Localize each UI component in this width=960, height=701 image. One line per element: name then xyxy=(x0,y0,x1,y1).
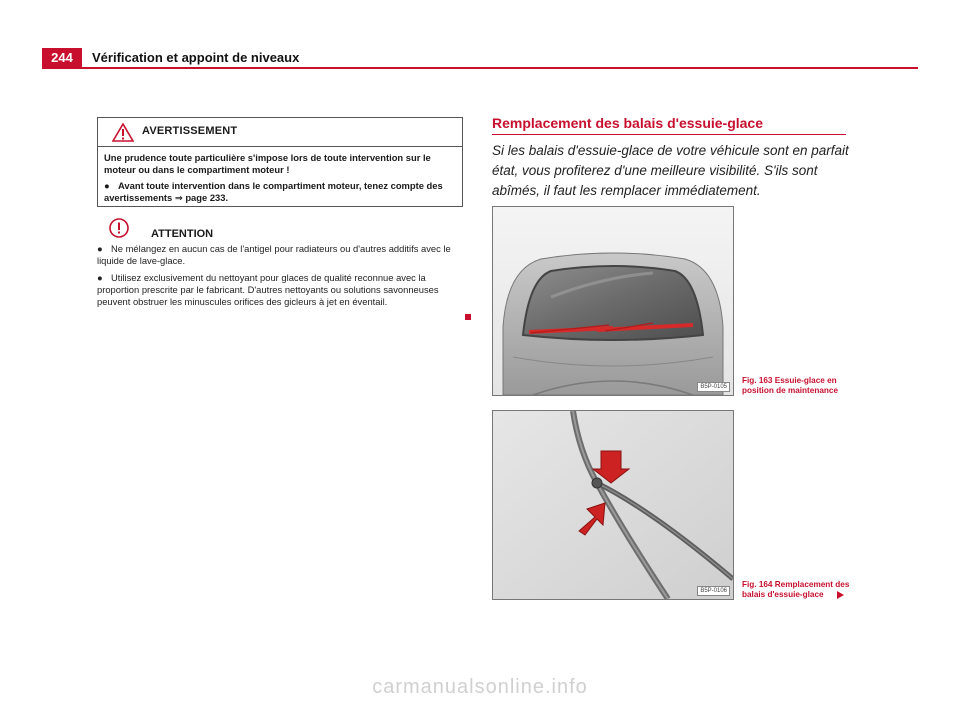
figure-wiper-blade-replacement xyxy=(492,410,734,600)
warning-body xyxy=(104,152,458,208)
warning-box xyxy=(97,117,463,207)
header-rule xyxy=(42,67,918,69)
warning-bullet-text: Avant toute intervention dans le compartiment moteur, tenez compte des avertissements ⇒ page 233. xyxy=(104,180,443,203)
bullet-icon: ● xyxy=(97,272,103,283)
page-header-title: Vérification et appoint de niveaux xyxy=(92,50,300,65)
continue-arrow-icon xyxy=(837,591,844,599)
warning-title: AVERTISSEMENT xyxy=(142,125,238,137)
figure-caption: Fig. 163 Essuie-glace en position de maintenance xyxy=(742,376,838,395)
figure-wiper-maintenance-position xyxy=(492,206,734,396)
wiper-blade-illustration xyxy=(493,411,733,599)
attention-item xyxy=(97,272,463,308)
exclamation-circle-icon xyxy=(109,218,129,238)
watermark: carmanualsonline.info xyxy=(372,676,588,698)
section-end-marker xyxy=(465,314,471,320)
page-number: 244 xyxy=(42,48,82,68)
attention-item-text: Ne mélangez en aucun cas de l'antigel pour radiateurs ou d'autres additifs avec le liquide de lave-glace. xyxy=(97,243,451,266)
attention-item xyxy=(97,243,463,267)
section-intro: Si les balais d'essuie-glace de votre véhicule sont en parfait état, vous profiterez d'une meilleure visibilité. S'ils sont abîmés, il faut les remplacer immédiatement. xyxy=(492,143,849,198)
warning-bullet-item xyxy=(104,180,458,204)
attention-title: ATTENTION xyxy=(151,228,214,240)
bullet-icon: ● xyxy=(104,180,110,191)
attention-item-text: Utilisez exclusivement du nettoyant pour glaces de qualité reconnue avec la proportion prescrite par le fabricant. D'autres nettoyants ou solutions savonneuses peuvent obstruer les minuscules orifices des gicleurs à jet en éventail. xyxy=(97,272,439,307)
warning-header xyxy=(98,118,462,147)
bullet-icon: ● xyxy=(97,243,103,254)
section-rule xyxy=(492,134,846,135)
attention-body xyxy=(97,243,463,313)
figure-caption: Fig. 164 Remplacement des balais d'essuie-glace xyxy=(742,580,850,599)
warning-paragraph: Une prudence toute particulière s'impose lors de toute intervention sur le moteur ou dans le compartiment moteur ! xyxy=(104,152,431,175)
car-windscreen-illustration xyxy=(493,207,733,395)
warning-triangle-icon xyxy=(112,123,134,142)
figure-code: B5P-0105 xyxy=(697,382,730,392)
figure-code: B5P-0106 xyxy=(697,586,730,596)
section-title: Remplacement des balais d'essuie-glace xyxy=(492,115,764,131)
